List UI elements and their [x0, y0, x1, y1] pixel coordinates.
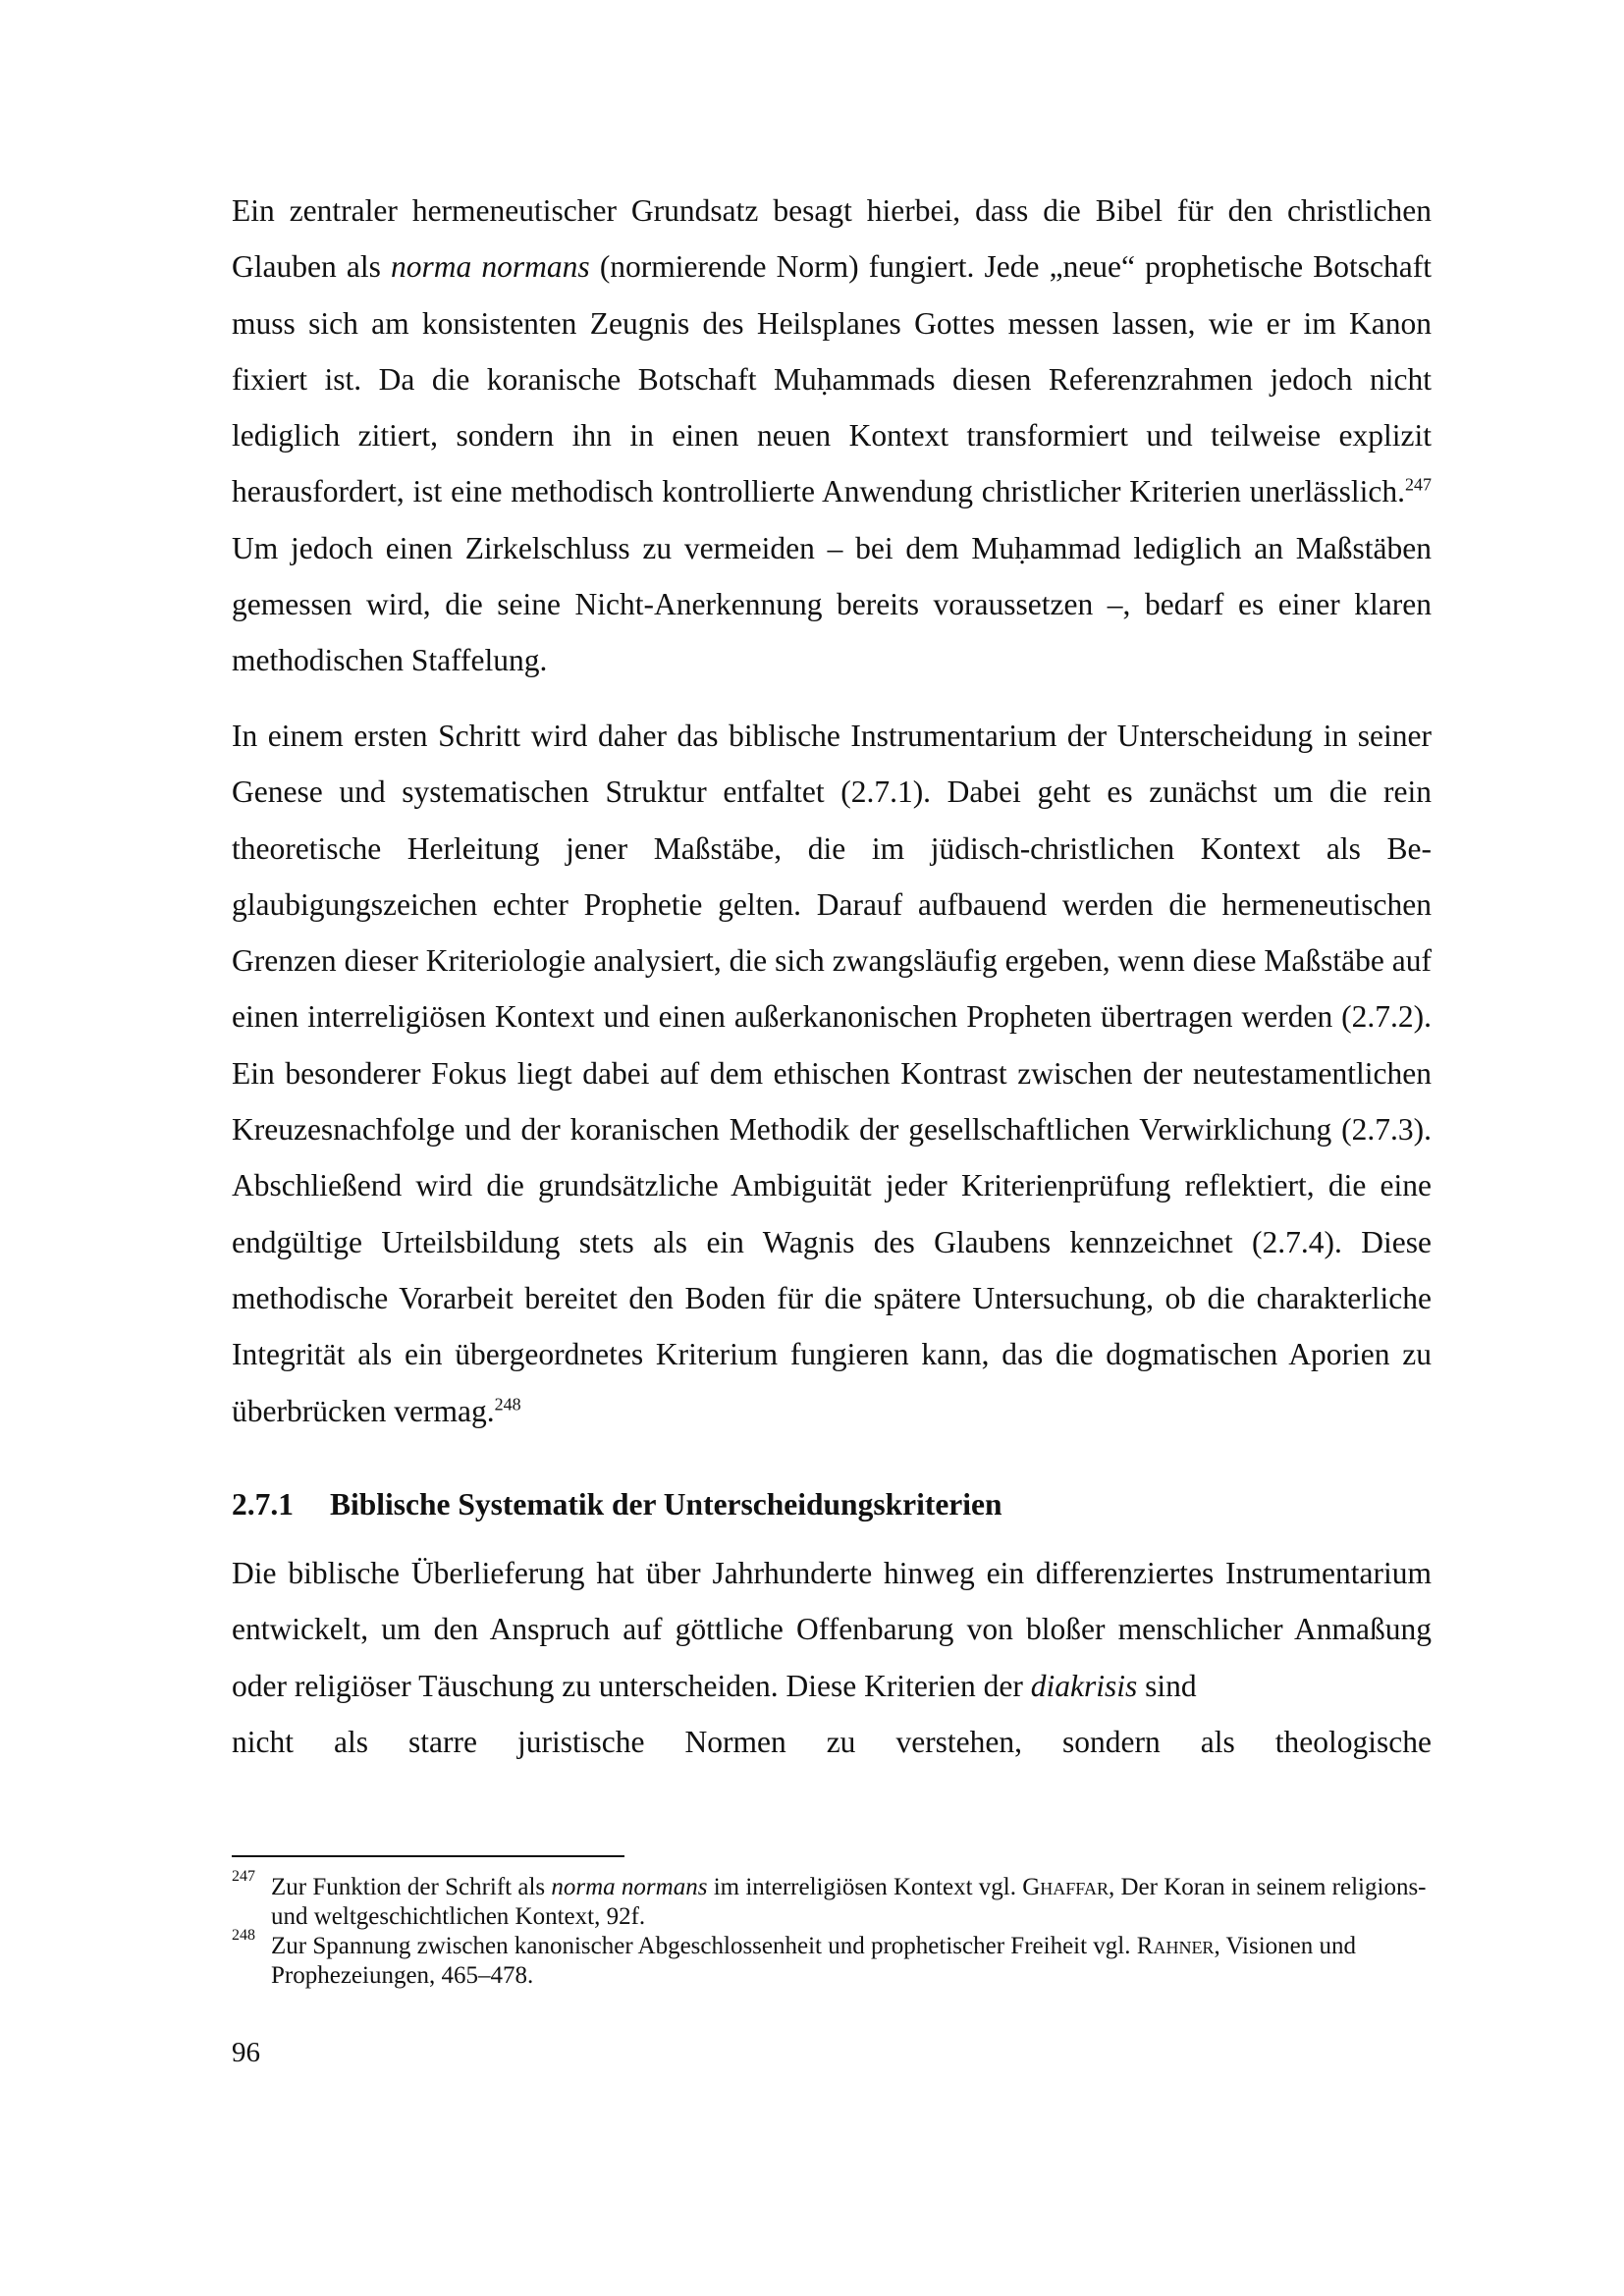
section-title: Biblische Systematik der Unterscheidungskriterien: [330, 1487, 1002, 1522]
body-paragraph-2: [232, 708, 1432, 1439]
footnote-text: im interreligiösen Kontext vgl.: [707, 1874, 1023, 1900]
section-heading: [232, 1485, 1432, 1524]
footnote-text: Zur Spannung zwischen kanonischer Abgeschlossenheit und prophetischer Freiheit vgl.: [271, 1933, 1137, 1959]
footnote-number: 248: [232, 1927, 255, 1944]
footnote-248: [232, 1927, 1432, 1991]
paragraph-text: Die biblische Überlieferung hat über Jahrhunderte hinweg ein differenziertes Instrumentarium entwickelt, um den Anspruch auf göttliche Offenbarung von bloßer menschlicher Anmaßung oder religiöser Täuschung zu unterscheiden. Diese Kriterien der: [232, 1556, 1432, 1703]
paragraph-last-line: nicht als starre juristische Normen zu verstehen, sondern als theologische: [232, 1724, 1432, 1759]
author-name: Ghaffar: [1022, 1874, 1109, 1900]
author-name: Rahner: [1136, 1933, 1215, 1959]
paragraph-text: sind: [1137, 1668, 1197, 1703]
body-paragraph-3: [232, 1545, 1432, 1770]
italic-term: diakrisis: [1030, 1668, 1138, 1703]
footnote-247: [232, 1868, 1432, 1932]
footnote-reference-247[interactable]: 247: [1405, 474, 1432, 495]
footnote-number: 247: [232, 1868, 255, 1885]
italic-term: norma normans: [391, 249, 590, 285]
footnote-reference-248[interactable]: 248: [494, 1394, 521, 1415]
paragraph-text: Um jedoch einen Zirkelschluss zu vermeiden – bei dem Muḥammad lediglich an Maßstäben gemessen wird, die seine Nicht-Anerkennung bereits voraussetzen –, bedarf es einer klaren methodischen Staffelung.: [232, 530, 1432, 678]
body-paragraph-1: [232, 183, 1432, 689]
italic-term: norma normans: [551, 1874, 708, 1900]
page-number: 96: [232, 2037, 260, 2068]
footnote-text: , Visionen und Prophezeiungen, 465–478.: [271, 1933, 1357, 1989]
paragraph-text: (normierende Norm) fungiert. Jede „neue“ prophetische Botschaft muss sich am konsistenten Zeugnis des Heilsplanes Gottes messen lassen, wie er im Kanon fixiert ist. Da die koranische Botschaft Muḥammads diesen Referenzrahmen jedoch nicht lediglich zitiert, sondern ihn in einen neuen Kontext transformiert und teilweise explizit herausfordert, ist eine methodisch kontrollierte Anwendung christlicher Kriterien unerlässlich.: [232, 249, 1432, 509]
footnote-text: , Der Koran in seinem religions- und weltgeschichtlichen Kontext, 92f.: [271, 1874, 1427, 1930]
section-number: 2.7.1: [232, 1487, 294, 1522]
paragraph-text: Ein zentraler hermeneutischer Grundsatz besagt hierbei, dass die Bibel für den christlichen Glauben als: [232, 193, 1432, 285]
footnote-separator: [232, 1855, 624, 1857]
paragraph-text: In einem ersten Schritt wird daher das biblische Instrumentarium der Unterscheidung in seiner Genese und systematischen Struktur entfaltet (2.7.1). Dabei geht es zunächst um die rein theoretische Herleitung jener Maßstäbe, die im jüdisch-christlichen Kontext als Beglaubigungszeichen echter Prophetie gelten. Darauf aufbauend werden die hermeneutischen Grenzen dieser Kriteriologie analysiert, die sich zwangsläufig ergeben, wenn diese Maßstäbe auf einen interreligiösen Kontext und einen außerkanonischen Propheten übertragen werden (2.7.2). Ein besonderer Fokus liegt dabei auf dem ethischen Kontrast zwischen der neutestamentlichen Kreuzesnachfolge und der koranischen Methodik der gesellschaftlichen Verwirklichung (2.7.3). Abschließend wird die grundsätzliche Ambiguität jeder Kriterienprüfung reflektiert, die eine endgültige Urteilsbildung stets als ein Wagnis des Glaubens kennzeichnet (2.7.4). Diese methodische Vorarbeit bereitet den Boden für die spätere Untersuchung, ob die charakterliche Integrität als ein übergeordnetes Kriterium fungieren kann, das die dogmatischen Aporien zu überbrücken vermag.: [232, 719, 1432, 1428]
footnotes: [232, 1868, 1432, 1991]
footnote-text: Zur Funktion der Schrift als: [271, 1874, 552, 1900]
